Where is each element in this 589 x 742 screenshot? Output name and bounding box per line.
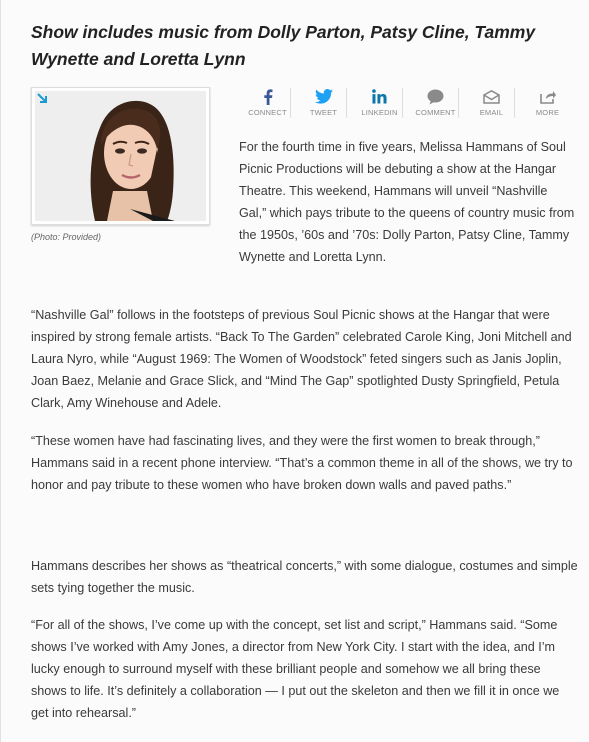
email-icon	[483, 88, 500, 105]
more-button[interactable]	[525, 88, 570, 118]
share-label: CONNECT	[248, 108, 287, 117]
share-icon	[540, 88, 556, 105]
facebook-icon	[263, 88, 273, 105]
comment-icon	[427, 88, 444, 105]
share-label: TWEET	[309, 108, 338, 117]
share-label: COMMENT	[415, 108, 456, 117]
article-paragraph: Hammans describes her shows as “theatrical concerts,” with some dialogue, costumes and simple sets tying together the music.	[31, 559, 578, 595]
share-label: MORE	[535, 108, 560, 117]
photo-spacer	[31, 136, 239, 266]
article-paragraph: “For all of the shows, I’ve come up with the concept, set list and script,” Hammans said. “Some shows I’ve worked with Amy Jones, a director from New York City. I start with the idea, and I’m lucky enough to surround myself with these brilliant people and somehow we all bring these shows to life. It’s definitely a collaboration — I put out the skeleton and then we fill it in once we get into rehearsal.”	[31, 618, 560, 720]
twitter-icon	[315, 88, 333, 105]
linkedin-share-button[interactable]	[357, 88, 403, 118]
facebook-share-button[interactable]	[245, 88, 291, 118]
share-label: EMAIL	[479, 108, 504, 117]
email-button[interactable]	[469, 88, 515, 118]
article-headline: Show includes music from Dolly Parton, Patsy Cline, Tammy Wynette and Loretta Lynn	[31, 22, 536, 69]
article-paragraph: “Nashville Gal” follows in the footsteps of previous Soul Picnic shows at the Hangar that were inspired by strong female artists. “Back To The Garden” celebrated Carole King, Joni Mitchell and Laura Nyro, while “August 1969: The Women of Woodstock” feted singers such as Janis Joplin, Joan Baez, Melanie and Grace Slick, and “Mind The Gap” spotlighted Dusty Springfield, Petula Clark, Amy Winehouse and Adele.	[31, 308, 572, 410]
expand-icon[interactable]	[35, 91, 49, 105]
linkedin-icon	[372, 88, 387, 105]
share-bar	[245, 88, 580, 120]
comment-button[interactable]	[413, 88, 459, 118]
share-label: LINKEDIN	[361, 108, 398, 117]
paragraph-text: For the fourth time in five years, Melissa Hammans of Soul Picnic Productions will be debuting a show at the Hangar Theatre. This weekend, Hammans will unveil “Nashville Gal,” which pays tribute to the queens of country music from the 1950s, ’60s and ’70s: Dolly Parton, Patsy Cline, Tammy Wynette and Loretta Lynn.	[239, 140, 575, 264]
article-paragraph	[31, 136, 576, 268]
twitter-share-button[interactable]	[301, 88, 347, 118]
photo-caption: (Photo: Provided)	[31, 232, 102, 242]
article-paragraph: “These women have had fascinating lives, and they were the first women to break through,” Hammans said in a recent phone interview. “That’s a common theme in all of the shows, we try to honor and pay tribute to these women who have broken down walls and paved paths.”	[31, 434, 573, 492]
